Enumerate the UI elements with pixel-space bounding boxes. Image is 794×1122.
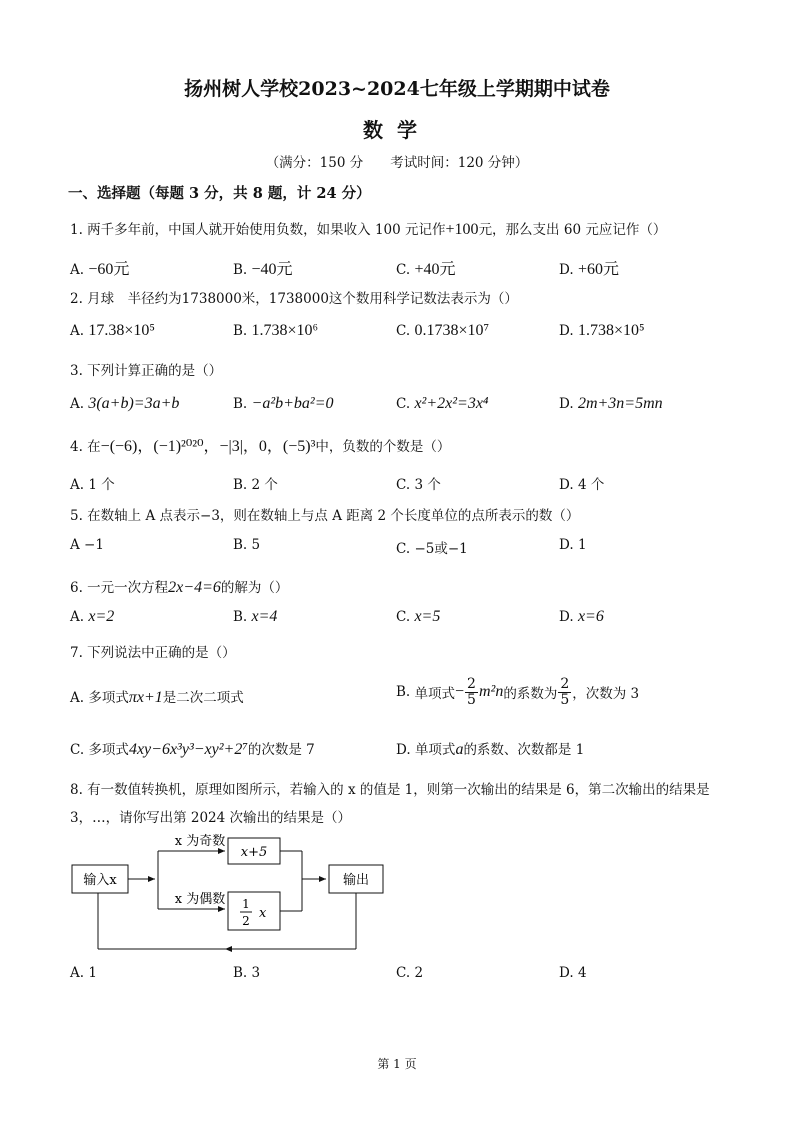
question-7-stem: 7. 下列说法中正确的是（）: [70, 645, 236, 661]
question-1-stem: [70, 218, 666, 239]
q7b-fraction-2: $\frac{2}{5}$: [560, 676, 570, 708]
q4-option-c[interactable]: C. 3 个: [396, 477, 441, 493]
page-number: 第 1 页: [377, 1057, 417, 1071]
q5-option-b[interactable]: B. 5: [233, 537, 261, 553]
even-box: [228, 892, 280, 930]
q1-text-b: 元，那么支出 60 元应记作（）: [478, 222, 667, 238]
even-label: x 为偶数: [174, 892, 226, 907]
even-num: 1: [242, 897, 250, 911]
q4-math: −(−6)，(−1)²⁰²⁰，−|3|，0，(−5)³: [100, 438, 316, 455]
q5-option-a[interactable]: A −1: [70, 537, 104, 553]
q1-option-b[interactable]: B. −40元: [233, 261, 293, 278]
q3-option-a[interactable]: A. 3(a+b)=3a+b: [70, 395, 180, 412]
q2-option-d[interactable]: D. 1.738×10⁵: [559, 322, 645, 339]
q3-option-d[interactable]: D. 2m+3n=5mn: [559, 395, 663, 412]
subject-title: 数学: [363, 118, 431, 142]
q6-option-d[interactable]: D. x=6: [559, 608, 604, 625]
q2-option-a[interactable]: A. 17.38×10⁵: [70, 322, 155, 339]
q7b-fraction-1: $\frac{2}{5}$: [467, 676, 476, 708]
question-6-stem: 6. 一元一次方程2x−4=6的解为（）: [70, 579, 289, 596]
q1-option-a[interactable]: A. −60元: [70, 261, 130, 278]
q1-text-a: 1. 两千多年前，中国人就开始使用负数，如果收入 100 元记作: [70, 222, 446, 238]
q6-option-c[interactable]: C. x=5: [396, 608, 441, 625]
q4-option-d[interactable]: D. 4 个: [559, 477, 605, 493]
q1-math: +100: [445, 221, 479, 238]
q7-option-a[interactable]: A. 多项式πx+1是二次二项式: [70, 689, 244, 706]
question-8-stem-line1: 8. 有一数值转换机，原理如图所示，若输入的 x 的值是 1，则第一次输出的结果是 6，第二次输出的结果是: [70, 782, 710, 798]
q7-option-b[interactable]: B. 单项式 − $\frac{2}{5}$ m²n 的系数为 $\frac{2}{5}$ ，次数为 3: [396, 676, 640, 708]
q6-math: 2x−4=6: [168, 579, 221, 596]
q6-option-b[interactable]: B. x=4: [233, 608, 278, 625]
question-3-stem: 3. 下列计算正确的是（）: [70, 363, 223, 379]
question-4-stem: 4. 在−(−6)，(−1)²⁰²⁰，−|3|，0，(−5)³中，负数的个数是（）: [70, 438, 451, 455]
conversion-diagram: [60, 826, 400, 958]
q3-option-c[interactable]: C. x²+2x²=3x⁴: [396, 395, 489, 412]
q5-option-c[interactable]: C. −5或−1: [396, 541, 468, 557]
exam-info: （满分：150 分 考试时间：120 分钟）: [265, 155, 529, 171]
q8-option-c[interactable]: C. 2: [396, 965, 424, 981]
exam-title: 扬州树人学校2023~2024七年级上学期期中试卷: [184, 78, 610, 100]
question-8-stem-line2: 3，…，请你写出第 2024 次输出的结果是（）: [70, 810, 352, 826]
q8-option-d[interactable]: D. 4: [559, 965, 587, 981]
odd-box-text: x+5: [240, 845, 268, 860]
even-den: 2: [242, 914, 250, 928]
q6-option-a[interactable]: A. x=2: [70, 608, 115, 625]
q2-option-b[interactable]: B. 1.738×10⁶: [233, 322, 319, 339]
section-heading: 一、选择题（每题 3 分，共 8 题，计 24 分）: [68, 185, 371, 202]
odd-label: x 为奇数: [174, 834, 226, 849]
q3-option-b[interactable]: B. −a²b+ba²=0: [233, 395, 334, 412]
question-5-stem: 5. 在数轴上 A 点表示−3，则在数轴上与点 A 距离 2 个长度单位的点所表示的数（）: [70, 508, 580, 524]
question-2-stem: 2. 月球 半径约为1738000米，1738000这个数用科学记数法表示为（）: [70, 291, 518, 307]
q8-option-a[interactable]: A. 1: [70, 965, 97, 981]
output-label: 输出: [342, 873, 370, 888]
q2-option-c[interactable]: C. 0.1738×10⁷: [396, 322, 490, 339]
q4-option-b[interactable]: B. 2 个: [233, 477, 278, 493]
even-var: x: [259, 906, 267, 921]
q4-option-a[interactable]: A. 1 个: [70, 477, 115, 493]
q7-option-d[interactable]: D. 单项式a的系数、次数都是 1: [396, 741, 585, 758]
q7-option-c[interactable]: C. 多项式4xy−6x³y³−xy²+2⁷的次数是 7: [70, 741, 315, 758]
q8-option-b[interactable]: B. 3: [233, 965, 261, 981]
q1-option-c[interactable]: C. +40元: [396, 261, 456, 278]
input-label: 输入x: [83, 873, 117, 888]
q5-option-d[interactable]: D. 1: [559, 537, 587, 553]
q1-option-d[interactable]: D. +60元: [559, 261, 619, 278]
